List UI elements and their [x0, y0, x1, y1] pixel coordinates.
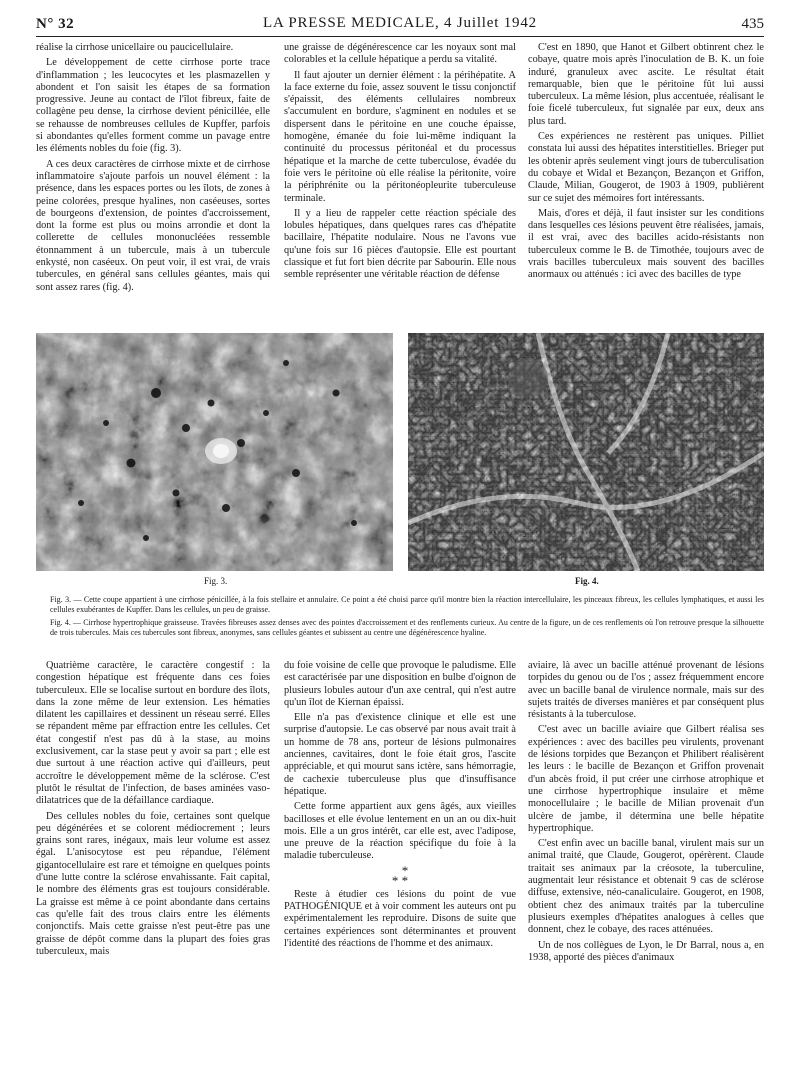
journal-title: LA PRESSE MEDICALE, 4 Juillet 1942	[263, 15, 537, 31]
figure-3-micrograph	[36, 333, 393, 571]
paragraph: C'est en 1890, que Hanot et Gilbert obtinrent chez le cobaye, quatre mois après l'inoculation de B. K. un foie induré, granuleux avec ascite. Le résultat était remarquable, bien que le péritoine fût lui aussi tuberculeux. La même lésion, plus accentuée, réalisant le foie ficelé tuberculeux, fut signalée par eux, deux ans plus tard.	[528, 42, 764, 127]
figure-3-caption: Fig. 3. — Cette coupe appartient à une cirrhose pénicillée, à la fois stellaire et annulaire. Ce point a été choisi parce qu'il montre bien la réaction intercellulaire, les pinceaux fibreux, les cellules lymphatiques, et aussi les cellules exubérantes de Kupffer. Dans les cellules, un peu de graisse.	[50, 595, 764, 614]
paragraph: du foie voisine de celle que provoque le paludisme. Elle est caractérisée par une disposition en bulbe d'oignon de plusieurs lobules autour d'un axe central, qui n'est autre qu'un îlot de Kiernan épaissi.	[284, 660, 516, 708]
top-column-2	[284, 42, 516, 330]
paragraph: Il y a lieu de rappeler cette réaction spéciale des lobules hépatiques, dans quelques rares cas d'hépatite bacillaire, l'hépatite nodulaire. Nous ne l'avons vue qu'une fois sur 16 pièces d'autopsie. Elle est pourtant classique et fut fort bien décrite par Sabourin. Elle nous semble représenter une véritable réaction de défense	[284, 207, 516, 281]
paragraph: Reste à étudier ces lésions du point de vue PATHOGÉNIQUE et à voir comment les auteurs ont pu expérimentalement les reproduire. Disons de suite que certaines expériences sont déterminantes et prouvent l'identité des réactions de l'homme et des animaux.	[284, 888, 516, 949]
paragraph: A ces deux caractères de cirrhose mixte et de cirrhose inflammatoire s'ajoute parfois un nouvel élément : la présence, dans les espaces portes ou les îlots, de zones à peine colorées, presque hyalines, non caséeuses, sortes de bourgeons d'extension, de pointes d'accroissement, dont la forme est plus ou moins arrondie et dont la collerette de cellules mononucléées ressemble étonnamment à un tubercule, mais à un tubercule enkysté, non caséeux. On peut voir, il est vrai, de vrais tubercules, en général sans cellules géantes, mais qui sont assez rares (fig. 4).	[36, 158, 270, 293]
paragraph: Ces expériences ne restèrent pas uniques. Pilliet constata lui aussi des hépatites interstitielles. Brieger put les obtenir après seulement vingt jours de tuberculisation du cobaye et Widal et Bezançon, Bezançon et Griffon, Claude, Milian, Gougerot, de 1903 à 1909, publièrent sur ce sujet des mémoires fort intéressants.	[528, 131, 764, 204]
section-separator-stars: * * *	[391, 862, 409, 888]
top-column-3	[528, 42, 764, 330]
paragraph: Un de nos collègues de Lyon, le Dr Barral, nous a, en 1938, apporté des pièces d'animaux	[528, 939, 764, 963]
paragraph: réalise la cirrhose unicellaire ou paucicellulaire.	[36, 42, 234, 53]
bottom-column-3	[528, 660, 764, 1070]
figure-4-caption: Fig. 4. — Cirrhose hypertrophique graisseuse. Travées fibreuses assez denses avec des pointes d'accroissement et des renflements curieux. Au centre de la figure, un de ces renflements où l'on retrouve presque la silhouette de trois tubercules. Mais ces tubercules sont fibreux, anonymes, sans cellules géantes et subissent au centre une dégénérescence hyaline.	[50, 618, 764, 637]
paragraph: Des cellules nobles du foie, certaines sont quelque peu dégénérées et se colorent médiocrement ; leurs grains sont rares, inégaux, mais leur volume est assez égal. L'anisocytose est peu répandue, l'élément gigantocellulaire est rare et témoigne en quelques points d'une lutte contre la sclérose envahissante. Fait capital, le nombre des éléments gras est toujours considérable. La graisse est même à ce point abondante dans certains cas qu'elle fait des trous clairs entre les éléments conjonctifs. Mais cette graisse n'est peut-être pas une graisse de dépôt comme dans la plupart des foies gras tuberculeux, mais	[36, 810, 270, 957]
bottom-column-1	[36, 660, 270, 1070]
paragraph: Elle n'a pas d'existence clinique et elle est une surprise d'autopsie. Le cas observé par nous avait trait à un homme de 78 ans, porteur de lésions pulmonaires anciennes, cavitaires, dont le foie était gros, l'ascite appréciable, et qui mourut sans ictère, sans hémorragie, de cachexie tuberculeuse plus que d'insuffisance hépatique.	[284, 712, 516, 797]
paragraph: Le développement de cette cirrhose porte trace d'inflammation ; les leucocytes et les plasmazellen y abondent et l'on saisit les étapes de sa formation progressive. Jeune au contact de l'îlot fibreux, faite de collagène peu dense, la cirrhose devient pénicillée, elle se rehausse de nombreuses cellules de Kupffer, parfois si abondantes qu'elles forment comme un pavage entre les éléments nobles du foie (fig. 3).	[36, 57, 270, 155]
figure-4-micrograph	[408, 333, 764, 571]
paragraph: aviaire, là avec un bacille atténué provenant de lésions torpides du genou ou de l'os ; assez fréquemment encore avec un bacille banal de virulence normale, mais sur des sujets traités de diverses manières et par conséquent plus résistants à la tuberculose.	[528, 660, 764, 721]
paragraph: C'est enfin avec un bacille banal, virulent mais sur un animal traité, que Claude, Gougerot, opérèrent. Claude traitait ses animaux par la créosote, la tuberculine, augmentait leur résistance et obtenait 9 cas de sclérose diffuse, extensive, néo-canaliculaire. Gougerot, en 1908, obtient chez des animaux traités par la tuberculine plusieurs exemples d'hépatites analogues à celles que donnent, chez le cobaye, des races atténuées.	[528, 838, 764, 936]
paragraph: Il faut ajouter un dernier élément : la périhépatite. A la face externe du foie, assez souvent le tissu conjonctif s'épaissit, des éléments cellulaires nombreux s'accumulent en bordure, s'agminent en nodules et se dispersent dans le péritoine en une couche épaisse, homogène, émanée du foie lui-même indiquant la continuité du processus péritonéal et du processus hépatique et la marche de cette tuberculose, évadée du foie vers le péritoine où elle réalise la péritonite, voire la périphrénite ou la péritonéopleurite tuberculeuse terminale.	[284, 69, 516, 204]
bottom-column-2	[284, 660, 516, 1070]
top-column-1	[36, 42, 270, 330]
paragraph: Mais, d'ores et déjà, il faut insister sur les conditions dans lesquelles ces lésions peuvent être réalisées, jamais, il est vrai, avec des bacilles acido-résistants non tuberculeux comme le B. de Timothée, toujours avec de vrais bacilles tuberculeux mais souvent des bacilles anormaux ou atténués : ici avec des bacilles de type	[528, 207, 764, 281]
paragraph: Quatrième caractère, le caractère congestif : la congestion hépatique est fréquente dans ces foies tuberculeux. Elle se localise surtout en bordure des îlots, dans la zone même de leur extension. Les hématies dilatent les capillaires et dessinent un réseau serré. Elles se répandent même par effraction entre les cellules. Cet état congestif n'est pas dû à la stase, au moins exclusivement, car la stase peut y avoir sa part ; elle est due surtout à une réaction active qui d'ailleurs, peut accroître le développement même de la sclérose. C'est plutôt le résultat de l'infection, de bases aminées vaso-dilatatrices que de la défaillance cardiaque.	[36, 660, 270, 807]
page-folio: 435	[741, 16, 764, 32]
micrograph-image	[408, 333, 764, 571]
micrograph-image	[36, 333, 393, 571]
paragraph: Cette forme appartient aux gens âgés, aux vieilles bacilloses et elle évolue lentement en un an ou dix-huit mois. Elle a un gros intérêt, car elle est, avec l'adipose, une preuve de la réaction spécifique du foie à la maladie tuberculeuse.	[284, 801, 516, 862]
figure-4-label: Fig. 4.	[575, 576, 599, 586]
paragraph: C'est avec un bacille aviaire que Gilbert réalisa ses expériences : avec des bacilles peu virulents, provenant de lésions torpides que Bezançon et Philibert réalisèrent les leurs : le bacille de Bezançon et Griffon provenait d'un abcès froid, il put créer une cirrhose atrophique et une cirrhose hypertrophique insulaire et même monocellulaire ; le bacille de Milian provenait d'un ulcère de jambe, il détermina une belle hépatite hypertrophique.	[528, 724, 764, 834]
page-number: N° 32	[36, 16, 75, 32]
running-header	[36, 14, 764, 37]
paragraph: une graisse de dégénérescence car les noyaux sont mal colorables et la cellule hépatique a perdu sa vitalité.	[284, 42, 516, 66]
figure-3-label: Fig. 3.	[204, 576, 228, 586]
